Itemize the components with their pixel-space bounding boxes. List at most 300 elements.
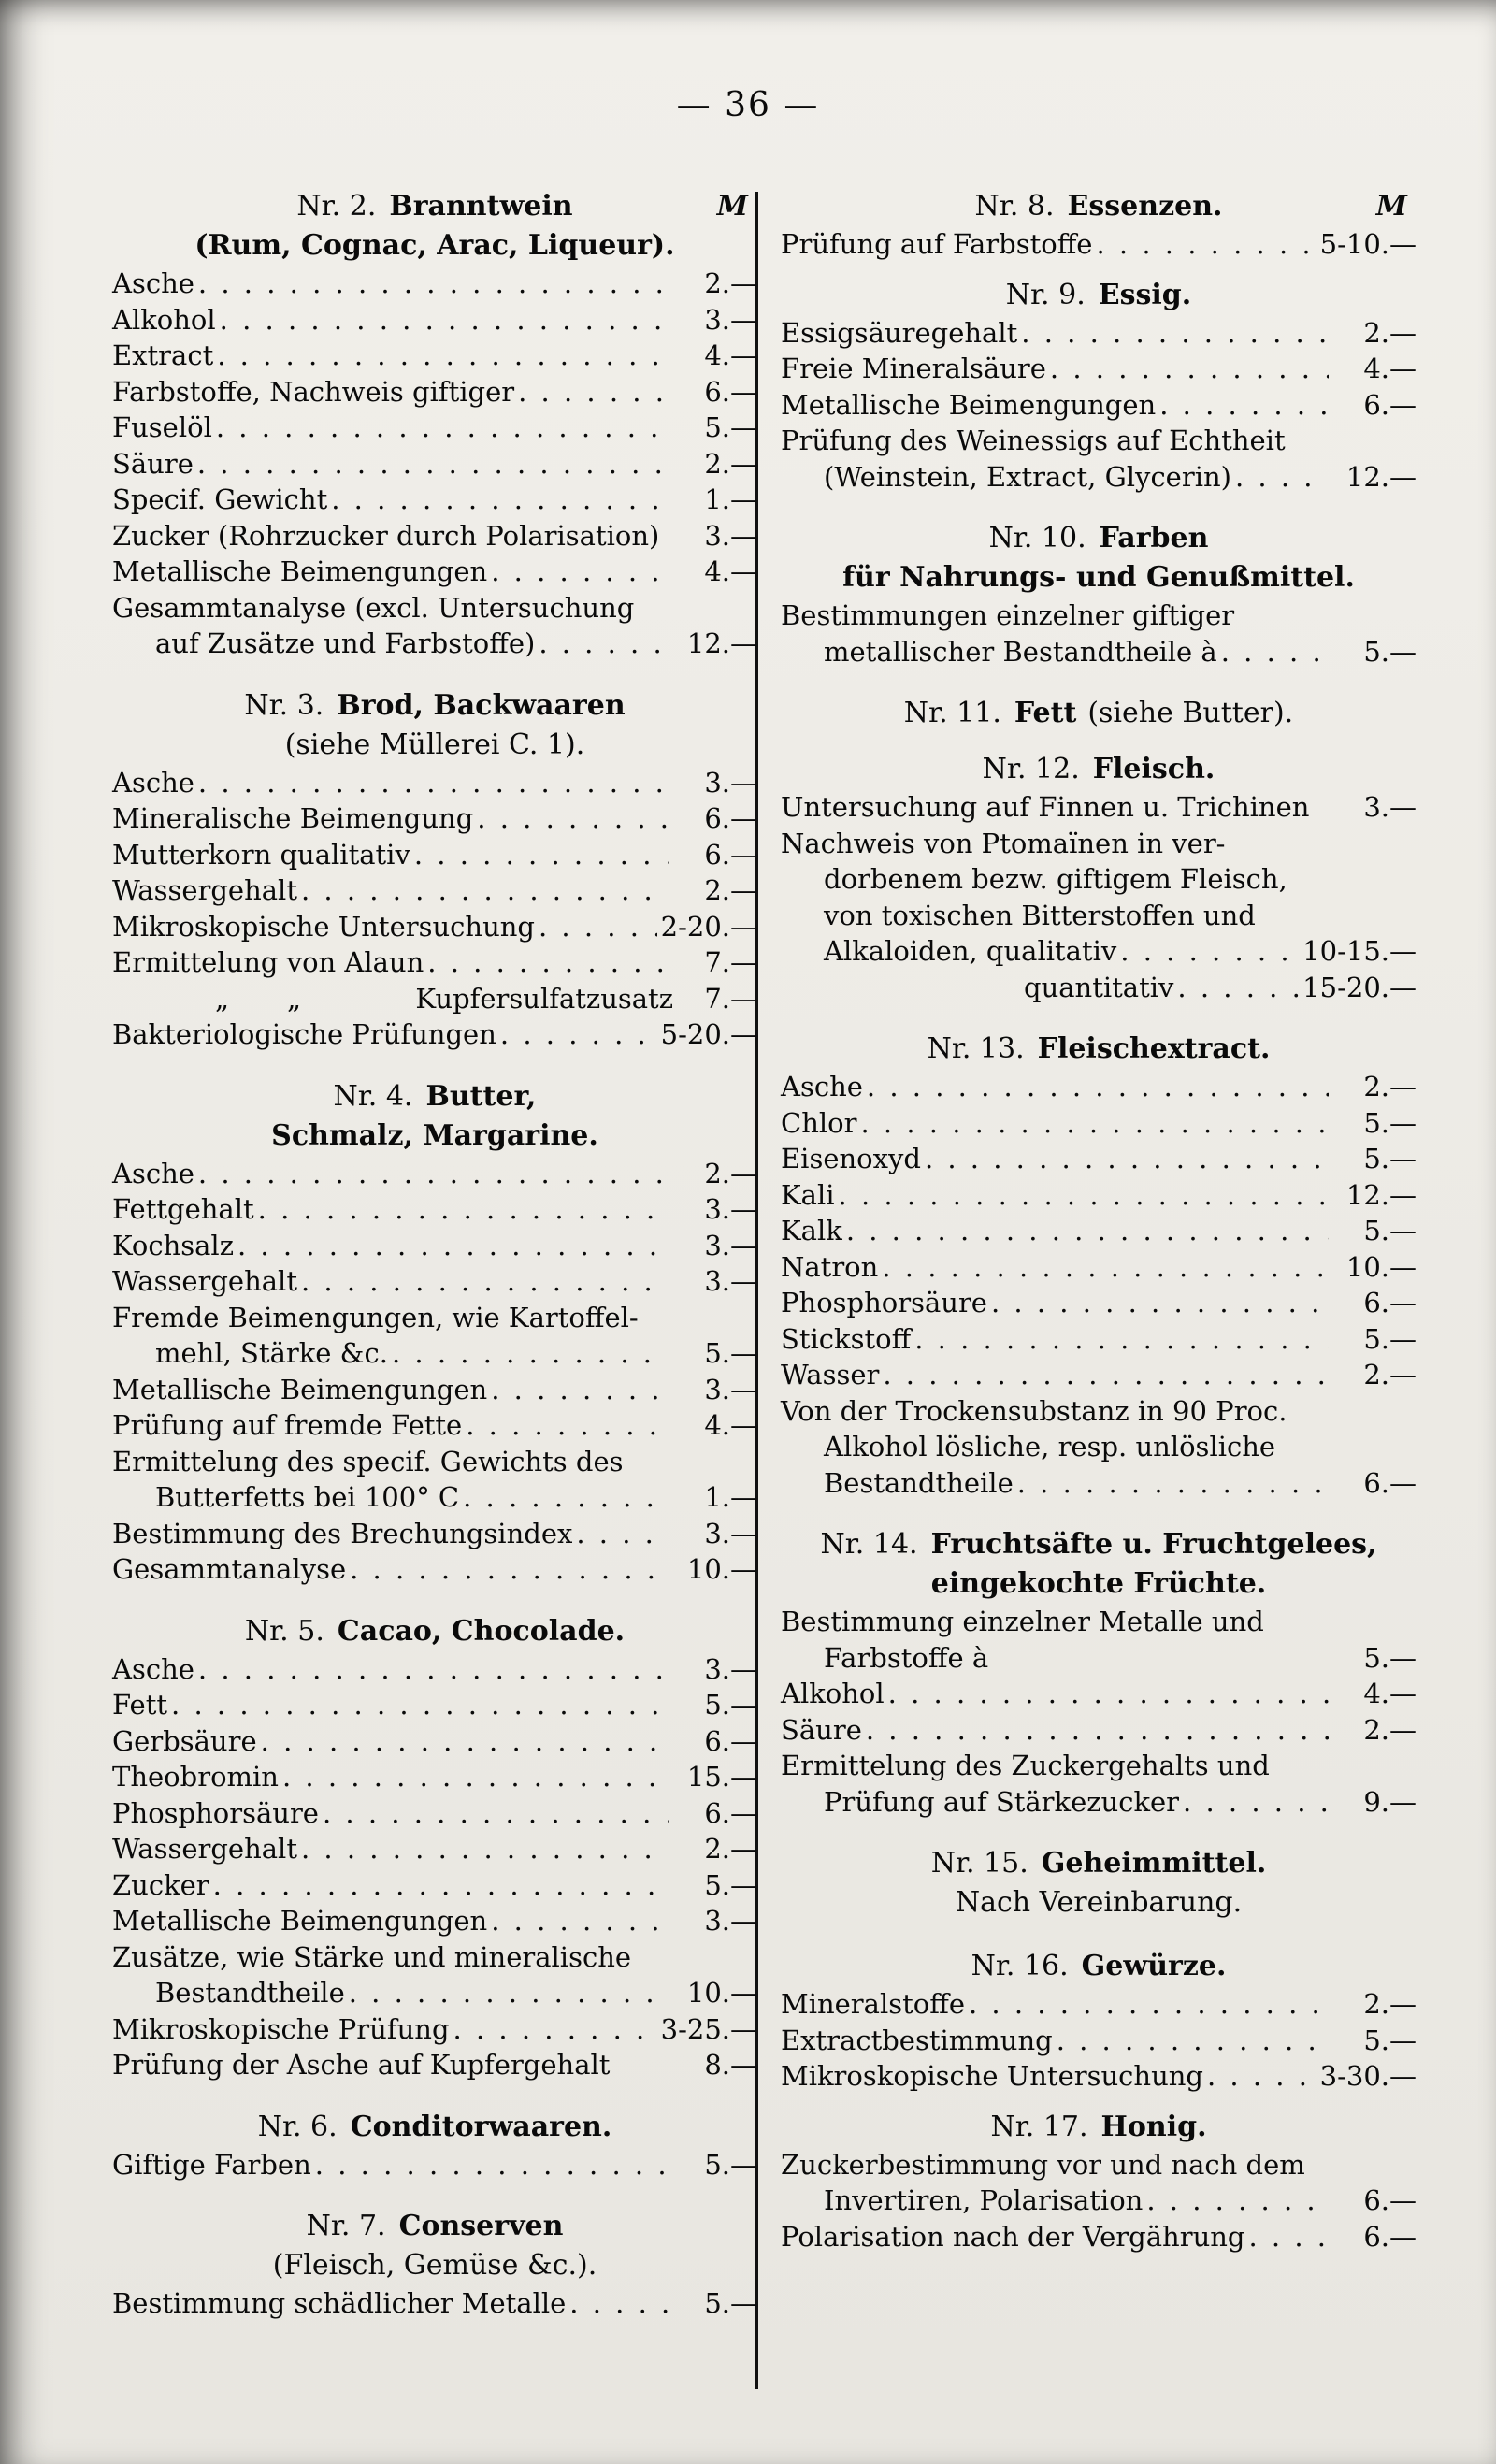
- item-label: Nachweis von Ptomaïnen in ver-: [781, 827, 1226, 859]
- item-price: 4.—: [704, 339, 757, 371]
- price-row: [112, 2285, 757, 2322]
- section-essig: [781, 276, 1417, 496]
- item-label: Extract: [112, 339, 214, 371]
- item-price: 5.—: [1363, 2024, 1417, 2056]
- section-heading: [781, 1030, 1417, 1069]
- price-row: [781, 826, 1417, 862]
- section-heading: [781, 1947, 1417, 1986]
- price-row: [112, 410, 757, 446]
- item-label: Bestandtheile: [824, 1466, 1014, 1499]
- price-row: [112, 1723, 757, 1760]
- price-row: [112, 1228, 757, 1264]
- item-label: Von der Trockensubstanz in 90 Proc.: [781, 1394, 1287, 1427]
- section-gewuerze: [781, 1947, 1417, 2095]
- item-price: 6.—: [704, 802, 757, 834]
- item-label: Prüfung auf fremde Fette: [112, 1409, 463, 1441]
- item-price: 3.—: [704, 519, 757, 552]
- item-price: 5.—: [704, 1689, 757, 1721]
- section-title: Essig.: [1098, 278, 1192, 311]
- item-price: 15-20.—: [1302, 971, 1417, 1003]
- price-row: [781, 1748, 1417, 1784]
- price-row: [112, 1551, 757, 1588]
- price-row: [112, 981, 757, 1017]
- item-label: Mikroskopische Untersuchung: [112, 910, 535, 943]
- section-number: Nr. 10.: [988, 522, 1086, 555]
- price-row: [112, 1903, 757, 1939]
- section-title: Fruchtsäfte u. Fruchtgelees,: [930, 1528, 1377, 1561]
- item-price: 5.—: [704, 2287, 757, 2319]
- price-row: [781, 1986, 1417, 2023]
- section-farben: [781, 519, 1417, 670]
- item-price: 10.—: [686, 1977, 757, 2009]
- item-label: Wassergehalt: [112, 1833, 297, 1865]
- section-title: Branntwein: [389, 190, 573, 223]
- item-label: Ermittelung des Zuckergehalts und: [781, 1750, 1270, 1781]
- item-label: Farbstoffe à: [824, 1641, 989, 1674]
- price-row: [112, 1516, 757, 1552]
- section-number: Nr. 14.: [820, 1528, 918, 1561]
- section-fruchtsaefte: [781, 1525, 1417, 1820]
- section-number: Nr. 15.: [930, 1847, 1028, 1880]
- item-label: Asche: [112, 267, 194, 299]
- ditto-mark: „: [215, 982, 232, 1015]
- item-label: Alkaloiden, qualitativ: [824, 935, 1117, 967]
- section-subtitle: Nach Vereinbarung.: [955, 1886, 1243, 1919]
- price-row: [112, 1479, 757, 1516]
- section-heading: [112, 2207, 757, 2246]
- item-label: dorbenem bezw. giftigem Fleisch,: [824, 863, 1287, 895]
- item-label: Wasser: [781, 1359, 880, 1391]
- section-number: Nr. 5.: [244, 1614, 324, 1648]
- section-essenzen: [781, 187, 1417, 263]
- section-title: Conserven: [398, 2210, 564, 2242]
- price-row: [112, 446, 757, 483]
- item-label: Ermittelung des specif. Gewichts des: [112, 1445, 624, 1477]
- item-label: Bestimmung des Brechungsindex: [112, 1517, 573, 1549]
- item-price: 5.—: [1363, 635, 1417, 668]
- price-row: [112, 1687, 757, 1723]
- item-label: Alkohol: [781, 1678, 885, 1709]
- section-number: Nr. 2.: [296, 190, 377, 223]
- item-label: Freie Mineralsäure: [781, 353, 1046, 384]
- item-label: Giftige Farben: [112, 2148, 311, 2181]
- section-subtitle: eingekochte Früchte.: [930, 1567, 1267, 1600]
- section-heading: [781, 1844, 1417, 1883]
- currency-unit: M: [1375, 190, 1407, 223]
- price-row: [112, 1156, 757, 1192]
- section-subtitle: (siehe Müllerei C. 1).: [284, 728, 585, 761]
- item-price: 5.—: [704, 1868, 757, 1901]
- section-honig: [781, 2108, 1417, 2255]
- item-label: Bestimmung schädlicher Metalle: [112, 2287, 567, 2319]
- item-price: 2.—: [1363, 1359, 1417, 1391]
- item-price: 3.—: [704, 1652, 757, 1685]
- section-title: Geheimmittel.: [1041, 1847, 1267, 1880]
- item-price: 3.—: [704, 1517, 757, 1549]
- price-row: [112, 374, 757, 411]
- price-row: [112, 482, 757, 518]
- item-price: 6.—: [704, 838, 757, 871]
- price-row: [781, 1141, 1417, 1177]
- item-label: Untersuchung auf Finnen u. Trichinen: [781, 791, 1310, 823]
- price-row: [781, 1357, 1417, 1393]
- item-label: Kupfersulfatzusatz: [415, 982, 673, 1015]
- item-price: 1.—: [704, 483, 757, 515]
- item-price: 3.—: [1363, 791, 1417, 823]
- item-price: 3.—: [704, 1265, 757, 1297]
- section-subtitle: für Nahrungs- und Genußmittel.: [842, 561, 1355, 594]
- item-price: 6.—: [704, 1724, 757, 1757]
- section-heading: [781, 2108, 1417, 2147]
- item-price: 6.—: [704, 375, 757, 408]
- section-number: Nr. 9.: [1005, 278, 1086, 311]
- item-label: Ermittelung von Alaun: [112, 946, 424, 978]
- section-number: Nr. 8.: [974, 190, 1055, 223]
- item-label: quantitativ: [1024, 971, 1174, 1003]
- item-label: Metallische Beimengungen: [112, 1373, 488, 1405]
- section-subtitle: (Rum, Cognac, Arac, Liqueur).: [194, 229, 675, 262]
- section-heading: [781, 750, 1417, 789]
- item-label: Zucker (Rohrzucker durch Polarisation): [112, 519, 660, 552]
- price-row: [112, 1444, 757, 1480]
- item-label: Mutterkorn qualitativ: [112, 838, 410, 871]
- section-conditorwaaren: [112, 2108, 757, 2183]
- price-row: [781, 1069, 1417, 1105]
- price-row: [112, 1372, 757, 1408]
- price-row: [781, 1213, 1417, 1249]
- item-price: 5.—: [1363, 1215, 1417, 1246]
- section-fleisch: [781, 750, 1417, 1005]
- section-subtitle: Schmalz, Margarine.: [271, 1118, 598, 1152]
- section-heading: [112, 1612, 757, 1651]
- item-label: auf Zusätze und Farbstoffe): [155, 627, 536, 659]
- section-number: Nr. 4.: [333, 1079, 413, 1113]
- item-label: Natron: [781, 1250, 879, 1283]
- item-price: 9.—: [1363, 1785, 1417, 1818]
- item-label: Wassergehalt: [112, 874, 297, 906]
- item-label: Chlor: [781, 1106, 857, 1139]
- price-row: [781, 1712, 1417, 1749]
- price-row: [112, 554, 757, 590]
- item-label: Wassergehalt: [112, 1265, 297, 1297]
- price-row: [781, 1604, 1417, 1640]
- left-column: [112, 187, 757, 2346]
- item-label: Fett: [112, 1689, 168, 1721]
- item-price: 12.—: [1345, 460, 1417, 493]
- item-label: Prüfung des Weinessigs auf Echtheit: [781, 425, 1286, 456]
- price-row: [781, 1105, 1417, 1142]
- item-price: 4.—: [1363, 1678, 1417, 1709]
- price-row: [112, 1191, 757, 1228]
- item-price: 2.—: [704, 874, 757, 906]
- currency-unit: M: [716, 190, 748, 223]
- price-row: [112, 2011, 757, 2048]
- price-row: [112, 800, 757, 837]
- item-price: 10-15.—: [1302, 935, 1417, 967]
- item-price: 2.—: [704, 267, 757, 299]
- item-price: 5.—: [704, 1337, 757, 1369]
- item-label: Fettgehalt: [112, 1193, 254, 1225]
- section-fett: [781, 694, 1417, 733]
- item-label: Alkohol: [112, 303, 216, 336]
- item-label: Mikroskopische Prüfung: [112, 2012, 450, 2045]
- price-row: [781, 1393, 1417, 1430]
- item-price: 8.—: [704, 2049, 757, 2081]
- item-price: 6.—: [1363, 1466, 1417, 1499]
- item-price: 5.—: [704, 411, 757, 443]
- price-row: [781, 1285, 1417, 1321]
- price-row: [112, 1651, 757, 1688]
- item-label: Metallische Beimengungen: [781, 388, 1157, 421]
- price-row: [781, 2147, 1417, 2183]
- item-label: Bestimmung einzelner Metalle und: [781, 1606, 1264, 1637]
- item-price: 4.—: [1363, 353, 1417, 384]
- price-row: [781, 1177, 1417, 1214]
- price-row: [112, 1939, 757, 1976]
- section-number: Nr. 16.: [971, 1950, 1069, 1982]
- item-label: Bestandtheile: [155, 1977, 345, 2009]
- item-label: Stickstoff: [781, 1322, 912, 1355]
- item-price: 4.—: [704, 555, 757, 587]
- price-row: [112, 909, 757, 945]
- section-heading: [112, 187, 757, 226]
- item-price: 2.—: [1363, 1988, 1417, 2020]
- section-brod: [112, 686, 757, 1053]
- section-number: Nr. 6.: [257, 2110, 338, 2143]
- price-row: [781, 789, 1417, 826]
- item-label: Theobromin: [112, 1761, 279, 1793]
- price-row: [112, 518, 757, 555]
- section-number: Nr. 17.: [990, 2110, 1088, 2143]
- price-row: [781, 226, 1417, 263]
- item-price: 6.—: [1363, 388, 1417, 421]
- item-price: 5-10.—: [1319, 228, 1417, 260]
- item-price: 7.—: [704, 946, 757, 978]
- section-butter: [112, 1077, 757, 1588]
- section-title: Brod, Backwaaren: [337, 688, 626, 722]
- item-label: Butterfetts bei 100° C: [155, 1481, 460, 1513]
- item-price: 7.—: [704, 982, 757, 1015]
- section-heading: [781, 187, 1417, 226]
- section-fleischextract: [781, 1030, 1417, 1501]
- item-label: Extractbestimmung: [781, 2024, 1053, 2056]
- price-row: [112, 1867, 757, 1904]
- item-label: Asche: [112, 1157, 194, 1189]
- section-heading: [781, 1525, 1417, 1564]
- item-price: 12.—: [1345, 1178, 1417, 1211]
- section-note: (siehe Butter).: [1087, 697, 1294, 729]
- item-label: Polarisation nach der Vergährung: [781, 2220, 1245, 2253]
- item-price: 5.—: [1363, 1322, 1417, 1355]
- item-label: Metallische Beimengungen: [112, 1905, 488, 1937]
- price-row: [781, 1465, 1417, 1502]
- item-label: Gesammtanalyse: [112, 1553, 347, 1585]
- price-row: [781, 1676, 1417, 1712]
- item-price: 2.—: [704, 447, 757, 480]
- section-heading: [781, 276, 1417, 315]
- item-label: Kochsalz: [112, 1229, 234, 1261]
- item-label: Zucker: [112, 1868, 209, 1901]
- item-price: 2-20.—: [660, 910, 757, 943]
- price-row: [781, 598, 1417, 634]
- section-number: Nr. 11.: [903, 697, 1001, 729]
- item-label: Gerbsäure: [112, 1724, 257, 1757]
- item-label: Mikroskopische Untersuchung: [781, 2060, 1203, 2092]
- item-price: 2.—: [1363, 1071, 1417, 1102]
- item-price: 6.—: [1363, 2184, 1417, 2216]
- price-row: [781, 315, 1417, 352]
- price-row: [112, 1300, 757, 1336]
- price-row: [781, 2183, 1417, 2219]
- item-label: Mineralstoffe: [781, 1988, 965, 2020]
- price-row: [112, 1263, 757, 1300]
- item-label: Bakteriologische Prüfungen: [112, 1018, 496, 1050]
- price-row: [781, 634, 1417, 670]
- ditto-mark: „: [287, 982, 304, 1015]
- item-price: 10.—: [1345, 1250, 1417, 1283]
- section-number: Nr. 7.: [306, 2210, 386, 2242]
- price-row: [781, 2058, 1417, 2095]
- item-label: Bestimmungen einzelner giftiger: [781, 599, 1235, 631]
- price-row: [781, 1321, 1417, 1358]
- item-label: Zuckerbestimmung vor und nach dem: [781, 2148, 1305, 2181]
- item-price: 3.—: [704, 1229, 757, 1261]
- price-row: [781, 423, 1417, 459]
- item-price: 12.—: [686, 627, 757, 659]
- price-row: [112, 2047, 757, 2083]
- price-row: [781, 1429, 1417, 1465]
- price-row: [781, 1784, 1417, 1821]
- section-title: Fett: [1014, 697, 1077, 729]
- section-heading: [781, 694, 1417, 733]
- section-title: Gewürze.: [1081, 1950, 1227, 1982]
- item-label: Asche: [781, 1071, 863, 1102]
- item-price: 2.—: [704, 1157, 757, 1189]
- section-geheimmittel: [781, 1844, 1417, 1923]
- price-row: [781, 1640, 1417, 1677]
- price-row: [112, 765, 757, 801]
- section-heading: [112, 2108, 757, 2147]
- item-label: (Weinstein, Extract, Glycerin): [824, 460, 1231, 493]
- price-row: [112, 1831, 757, 1867]
- item-label: Metallische Beimengungen: [112, 555, 488, 587]
- section-heading: [781, 519, 1417, 558]
- item-price: 3.—: [704, 1193, 757, 1225]
- item-label: Gesammtanalyse (excl. Untersuchung: [112, 591, 635, 624]
- price-row: [781, 861, 1417, 898]
- item-label: Asche: [112, 1652, 194, 1685]
- item-label: Kalk: [781, 1215, 842, 1246]
- section-title: Fleischextract.: [1037, 1032, 1271, 1065]
- section-title: Fleisch.: [1092, 753, 1216, 785]
- price-row: [112, 1016, 757, 1053]
- item-price: 1.—: [704, 1481, 757, 1513]
- item-label: Specif. Gewicht: [112, 483, 328, 515]
- price-row: [112, 338, 757, 374]
- item-label: metallischer Bestandtheile à: [824, 635, 1217, 668]
- item-label: von toxischen Bitterstoffen und: [824, 899, 1256, 931]
- item-label: Asche: [112, 766, 194, 799]
- item-price: 2.—: [1363, 316, 1417, 349]
- price-row: [781, 2023, 1417, 2059]
- price-row: [112, 2147, 757, 2183]
- item-price: 10.—: [686, 1553, 757, 1585]
- price-row: [781, 459, 1417, 496]
- section-title: Cacao, Chocolade.: [337, 1614, 626, 1648]
- item-price: 3.—: [704, 766, 757, 799]
- right-column: [781, 187, 1417, 2279]
- item-label: mehl, Stärke &c.: [155, 1337, 388, 1369]
- price-row: [112, 1335, 757, 1372]
- price-row: [112, 1975, 757, 2011]
- price-row: [781, 1249, 1417, 1286]
- section-title: Farben: [1099, 522, 1209, 555]
- item-price: 3-30.—: [1319, 2060, 1417, 2092]
- section-number: Nr. 13.: [927, 1032, 1025, 1065]
- item-label: Zusätze, wie Stärke und mineralische: [112, 1940, 632, 1973]
- item-price: 3.—: [704, 303, 757, 336]
- item-label: Essigsäuregehalt: [781, 316, 1018, 349]
- section-conserven: [112, 2207, 757, 2322]
- item-label: Säure: [112, 447, 194, 480]
- price-row: [112, 626, 757, 662]
- item-price: 5-20.—: [660, 1018, 757, 1050]
- item-label: Säure: [781, 1713, 862, 1746]
- item-price: 5.—: [704, 2148, 757, 2181]
- section-number: Nr. 3.: [244, 688, 324, 722]
- item-price: 5.—: [1363, 1641, 1417, 1674]
- item-label: Farbstoffe, Nachweis giftiger: [112, 375, 515, 408]
- item-label: Fremde Beimengungen, wie Kartoffel-: [112, 1301, 639, 1333]
- price-row: [112, 1759, 757, 1795]
- price-row: [781, 933, 1417, 970]
- price-row: [112, 590, 757, 627]
- page-number: — 36 —: [676, 86, 820, 124]
- section-title: Essenzen.: [1067, 190, 1223, 223]
- item-price: 4.—: [704, 1409, 757, 1441]
- item-label: Phosphorsäure: [781, 1287, 987, 1318]
- price-row: [781, 898, 1417, 934]
- item-label: Mineralische Beimengung: [112, 802, 474, 834]
- item-label: Alkohol lösliche, resp. unlösliche: [824, 1431, 1276, 1463]
- price-row: [112, 1795, 757, 1832]
- price-row: [781, 970, 1417, 1006]
- item-price: 6.—: [704, 1796, 757, 1829]
- item-label: Prüfung der Asche auf Kupfergehalt: [112, 2049, 611, 2081]
- section-subtitle: (Fleisch, Gemüse &c.).: [272, 2249, 597, 2282]
- item-price: 5.—: [1363, 1143, 1417, 1174]
- price-row: [112, 1407, 757, 1444]
- item-price: 2.—: [1363, 1713, 1417, 1746]
- section-branntwein: [112, 187, 757, 662]
- price-row: [781, 387, 1417, 424]
- section-number: Nr. 12.: [982, 753, 1080, 785]
- price-row: [781, 2219, 1417, 2255]
- item-label: Prüfung auf Stärkezucker: [824, 1785, 1180, 1818]
- item-price: 6.—: [1363, 1287, 1417, 1318]
- item-label: Fuselöl: [112, 411, 212, 443]
- item-price: 15.—: [686, 1761, 757, 1793]
- item-price: 3.—: [704, 1373, 757, 1405]
- price-row: [781, 351, 1417, 387]
- section-title: Honig.: [1100, 2110, 1207, 2143]
- price-row: [112, 266, 757, 302]
- price-row: [112, 837, 757, 873]
- section-cacao: [112, 1612, 757, 2083]
- item-price: 3-25.—: [660, 2012, 757, 2045]
- price-row: [112, 872, 757, 909]
- price-row: [112, 944, 757, 981]
